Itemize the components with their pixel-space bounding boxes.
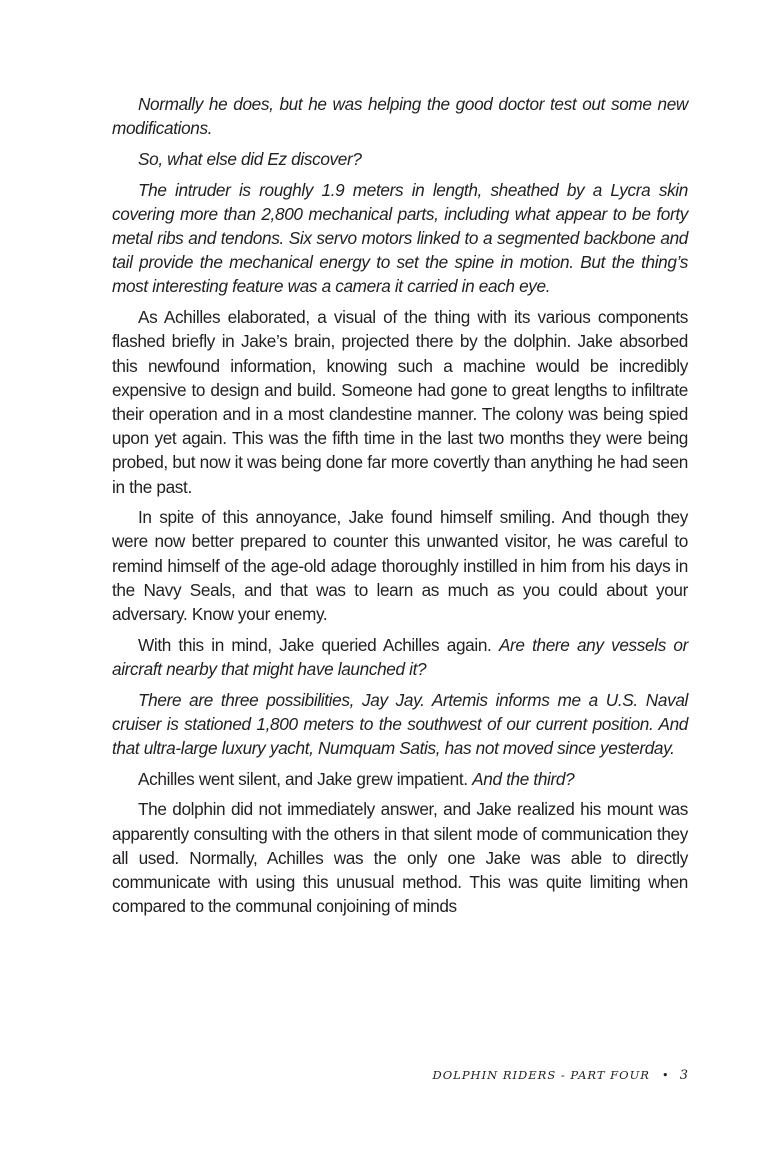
running-title: DOLPHIN RIDERS - PART FOUR [432,1068,650,1082]
paragraph-1 [112,92,688,140]
dialogue-text: Are there any vessels or aircraft nearby that might have launched it? [112,634,688,679]
page-body [112,92,688,925]
dialogue-text: And the third? [472,768,575,789]
narrative-text: The dolphin did not immediately answer, and Jake realized his mount was apparently consulting with the others in that silent mode of communication they all used. Normally, Achilles was the only one Jake was able to directly communicate with using this unusual method. This was quite limiting when compared to the communal conjoining of minds [112,799,688,917]
dialogue-text: The intruder is roughly 1.9 meters in length, sheathed by a Lycra skin covering more than 2,800 mechanical parts, including what appear to be forty metal ribs and tendons. Six servo motors linked to a segmented backbone and tail provide the mechanical energy to set the spine in motion. But the thing’s most interesting feature was a camera it carried in each eye. [112,179,688,297]
narrative-text: As Achilles elaborated, a visual of the thing with its various components flashed briefly in Jake’s brain, projected there by the dolphin. Jake absorbed this newfound information, knowing such a machine would be incredibly expensive to design and build. Someone had gone to great lengths to infiltrate their operation and in a most clandestine manner. The colony was being spied upon yet again. This was the fifth time in the last two months they were being probed, but now it was being done far more covertly than anything he had seen in the past. [112,307,688,497]
paragraph-9 [112,797,688,918]
dialogue-text: So, what else did Ez discover? [138,148,362,169]
paragraph-7 [112,688,688,761]
narrative-text: With this in mind, Jake queried Achilles again. [138,634,499,655]
paragraph-3 [112,178,688,299]
paragraph-8 [112,767,688,791]
page-footer [400,1068,688,1083]
paragraph-4 [112,305,688,499]
separator-bullet: • [661,1068,670,1082]
narrative-text: In spite of this annoyance, Jake found himself smiling. And though they were now better prepared to counter this unwanted visitor, he was careful to remind himself of the age-old adage thoroughly instilled in him from his days in the Navy Seals, and that was to learn as much as you could about your adversary. Know your enemy. [112,507,688,625]
page-number: 3 [679,1068,688,1083]
narrative-text: Achilles went silent, and Jake grew impatient. [138,768,473,789]
paragraph-5 [112,505,688,626]
dialogue-text: Normally he does, but he was helping the good doctor test out some new modifications. [112,94,688,139]
dialogue-text: There are three possibilities, Jay Jay. Artemis informs me a U.S. Naval cruiser is stationed 1,800 meters to the southwest of our current position. And that ultra-large luxury yacht, Numquam Satis, has not moved since yesterday. [112,689,688,759]
paragraph-2 [112,147,688,171]
paragraph-6 [112,633,688,681]
